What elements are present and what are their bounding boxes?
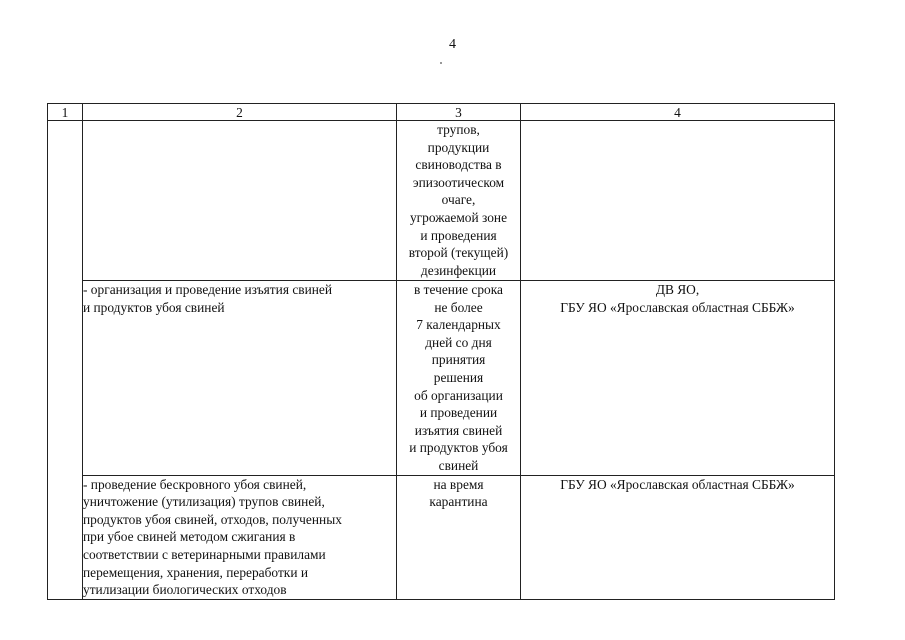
page-number: 4	[449, 37, 456, 52]
cell-text-line: свиноводства в	[415, 157, 502, 173]
cell-text-line: в течение срока	[413, 282, 503, 297]
header-cell-3: 3	[397, 104, 521, 121]
cell-text-line: уничтожение (утилизация) трупов свиней,	[83, 494, 325, 510]
deadline-cell	[397, 281, 521, 476]
row-number-cell	[48, 121, 83, 600]
cell-text-line: и проведения	[420, 227, 497, 243]
cell-text-line: на время	[433, 476, 484, 492]
cell-text-line: дезинфекции	[420, 262, 497, 278]
header-cell-1: 1	[48, 104, 83, 121]
cell-text-line: 7 календарных	[416, 317, 501, 333]
cell-text-line: соответствии с ветеринарными правилами	[83, 546, 326, 562]
cell-text-line: и проведении	[419, 405, 498, 421]
measure-cell	[83, 475, 397, 599]
cell-text-line: ГБУ ЯО «Ярославская областная СББЖ»	[560, 299, 795, 315]
cell-text-line: продуктов убоя свиней, отходов, полученных	[83, 511, 342, 527]
cell-text-line: трупов,	[437, 122, 480, 137]
cell-text-line: перемещения, хранения, переработки и	[83, 564, 308, 580]
measure-cell	[83, 281, 397, 476]
cell-text-line: второй (текущей)	[408, 245, 509, 261]
cell-text-line: - организация и проведение изъятия свиней	[83, 282, 333, 297]
cell-text-line: угрожаемой зоне	[409, 209, 508, 225]
table-row	[48, 281, 835, 476]
scan-speck	[440, 62, 442, 64]
document-table	[47, 103, 835, 600]
responsible-cell	[521, 475, 835, 599]
cell-text-line: принятия	[431, 352, 486, 368]
table-row	[48, 475, 835, 599]
table-row	[48, 121, 835, 281]
responsible-cell	[521, 281, 835, 476]
header-cell-2: 2	[83, 104, 397, 121]
header-cell-4: 4	[521, 104, 835, 121]
deadline-cell	[397, 121, 521, 281]
table-header-row	[48, 104, 835, 121]
cell-text-line: не более	[434, 299, 483, 315]
cell-text-line: решения	[433, 369, 484, 385]
cell-text-line: - проведение бескровного убоя свиней,	[83, 476, 307, 492]
cell-text-line: при убое свиней методом сжигания в	[83, 529, 296, 545]
responsible-cell	[521, 121, 835, 281]
cell-text-line: об организации	[414, 387, 503, 403]
cell-text-line: свиней	[438, 457, 479, 473]
cell-text-line: очаге,	[441, 192, 476, 208]
cell-text-line: и продуктов убоя	[409, 440, 508, 456]
cell-text-line: утилизации биологических отходов	[83, 582, 287, 598]
measure-cell	[83, 121, 397, 281]
cell-text-line: эпизоотическом	[412, 174, 505, 190]
cell-text-line: и продуктов убоя свиней	[83, 299, 225, 315]
cell-text-line: продукции	[427, 139, 490, 155]
cell-text-line: дней со дня	[425, 334, 492, 350]
deadline-cell	[397, 475, 521, 599]
cell-text-line: ГБУ ЯО «Ярославская областная СББЖ»	[560, 476, 795, 492]
cell-text-line: карантина	[429, 494, 488, 510]
cell-text-line: ДВ ЯО,	[655, 282, 700, 297]
cell-text-line: изъятия свиней	[414, 422, 503, 438]
